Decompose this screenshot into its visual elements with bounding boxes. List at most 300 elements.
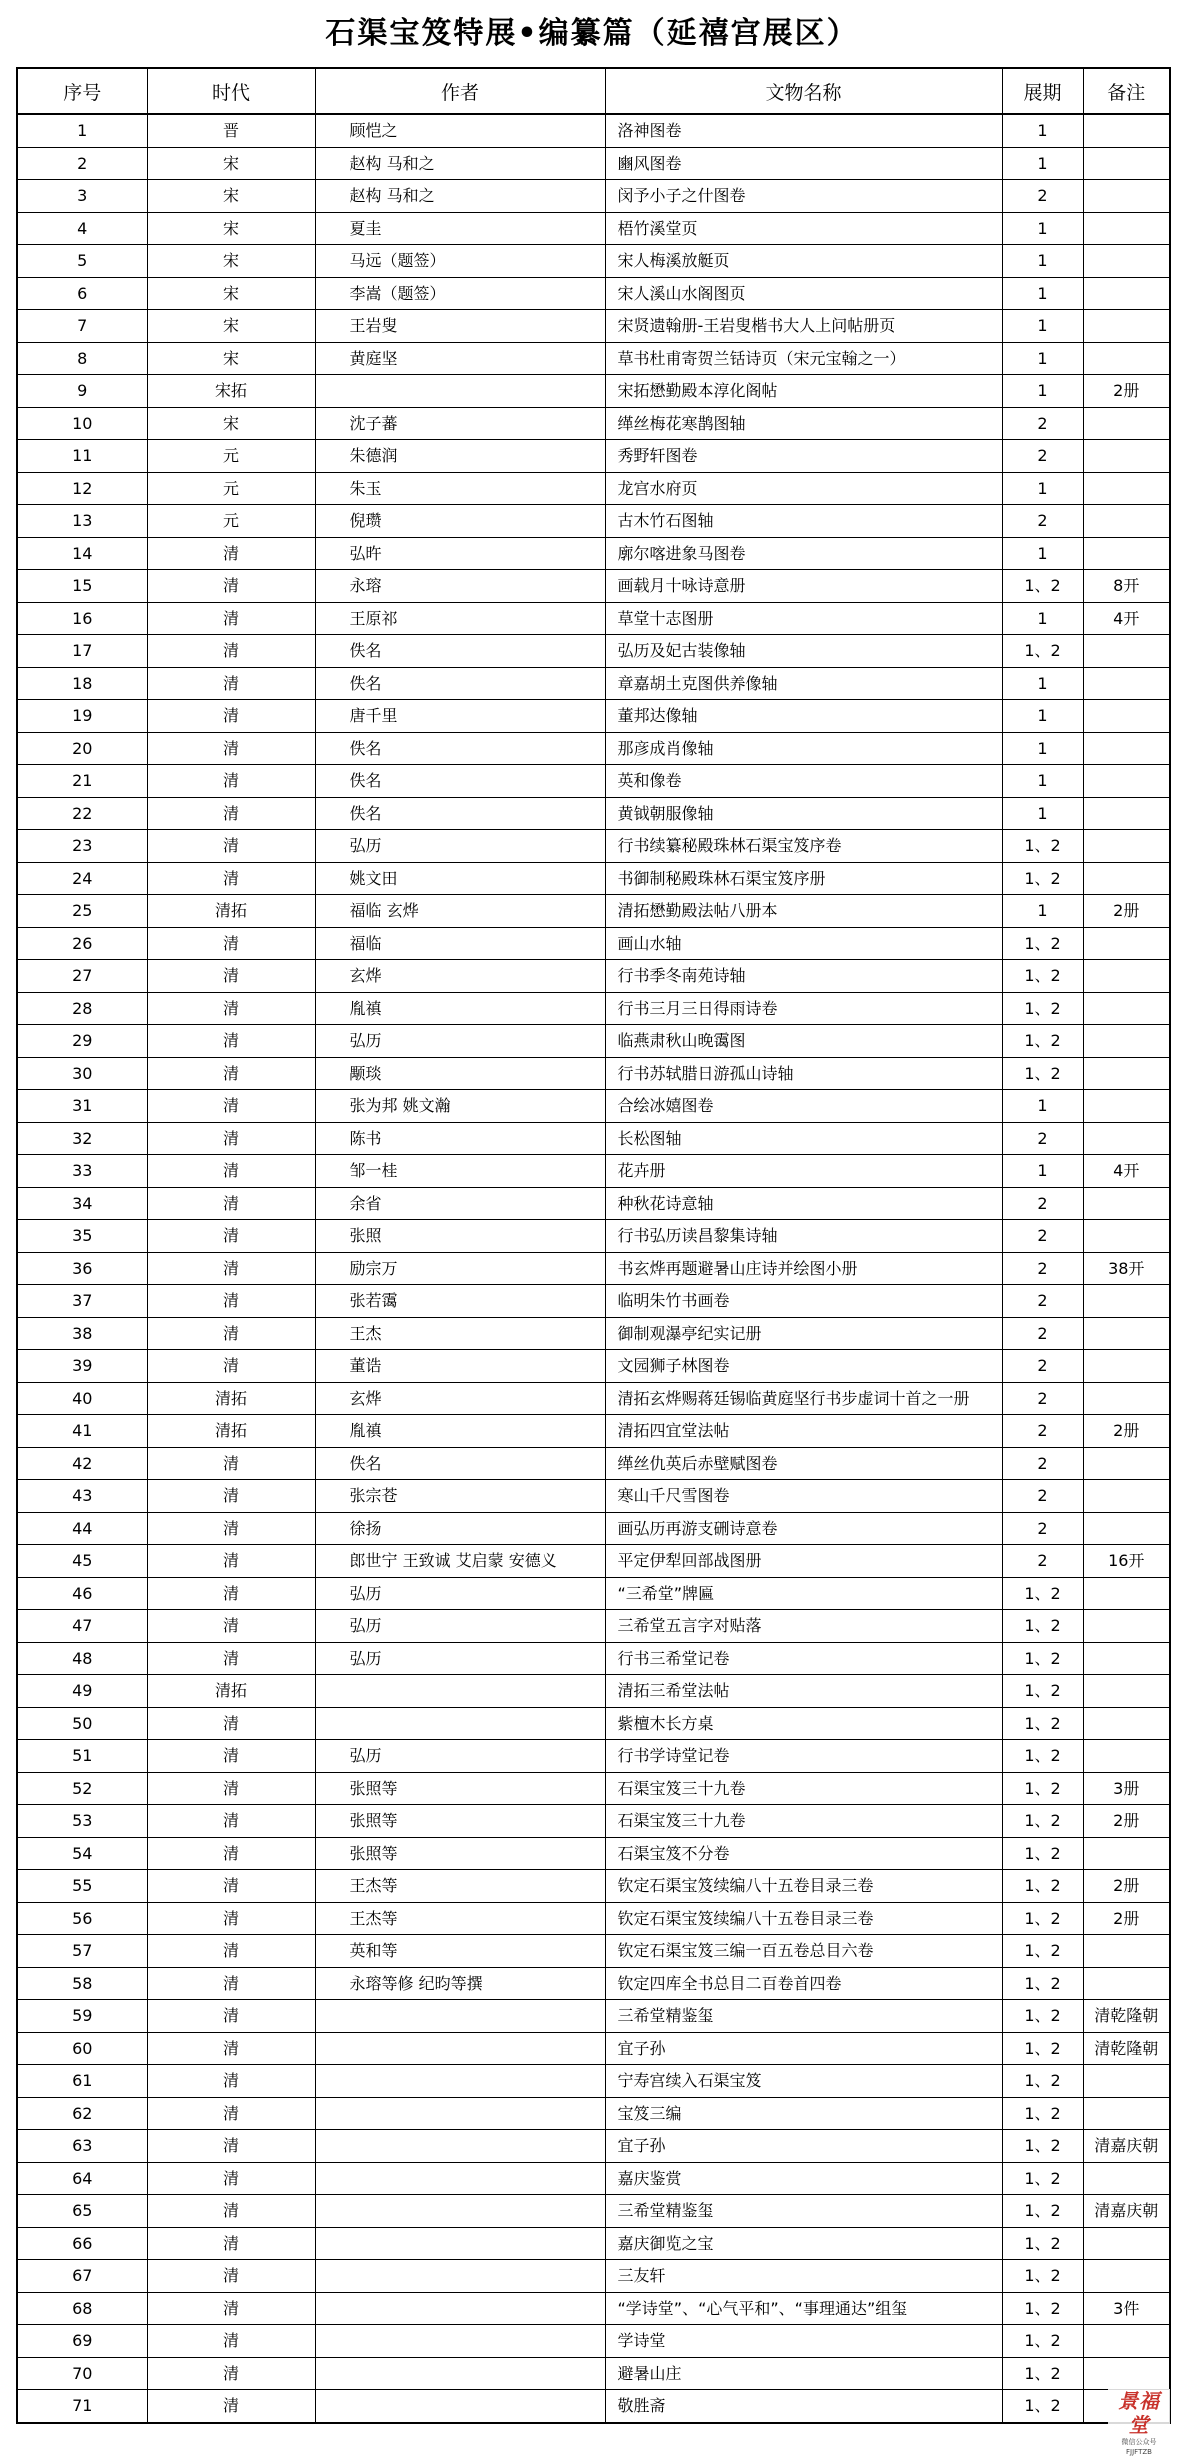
cell-no: 47 — [17, 1610, 147, 1643]
cell-period: 1、2 — [1002, 927, 1083, 960]
cell-author: 永瑢 — [315, 570, 605, 603]
cell-no: 14 — [17, 537, 147, 570]
cell-no: 29 — [17, 1025, 147, 1058]
cell-period: 2 — [1002, 1545, 1083, 1578]
cell-name: 三希堂精鉴玺 — [605, 2000, 1002, 2033]
table-row — [17, 2032, 1170, 2065]
cell-author: 朱德润 — [315, 440, 605, 473]
cell-author: 张为邦 姚文瀚 — [315, 1090, 605, 1123]
cell-author: 张照等 — [315, 1837, 605, 1870]
cell-era: 清 — [147, 667, 315, 700]
cell-period: 1、2 — [1002, 830, 1083, 863]
cell-name: 章嘉胡土克图供养像轴 — [605, 667, 1002, 700]
cell-name: 古木竹石图轴 — [605, 505, 1002, 538]
cell-no: 8 — [17, 342, 147, 375]
cell-no: 62 — [17, 2097, 147, 2130]
cell-note — [1083, 1967, 1170, 2000]
cell-author: 姚文田 — [315, 862, 605, 895]
cell-note: 2册 — [1083, 375, 1170, 408]
cell-note — [1083, 2227, 1170, 2260]
cell-note — [1083, 440, 1170, 473]
cell-era: 清 — [147, 700, 315, 733]
table-row — [17, 375, 1170, 408]
cell-note — [1083, 830, 1170, 863]
cell-note: 3件 — [1083, 2292, 1170, 2325]
table-row — [17, 1740, 1170, 1773]
cell-no: 44 — [17, 1512, 147, 1545]
cell-name: 清拓懋勤殿法帖八册本 — [605, 895, 1002, 928]
cell-author: 马远（题签） — [315, 245, 605, 278]
cell-author: 张宗苍 — [315, 1480, 605, 1513]
cell-name: 御制观瀑亭纪实记册 — [605, 1317, 1002, 1350]
cell-name: 画弘历再游支硎诗意卷 — [605, 1512, 1002, 1545]
table-row — [17, 862, 1170, 895]
cell-author: 张照等 — [315, 1805, 605, 1838]
cell-period: 1、2 — [1002, 1610, 1083, 1643]
table-row — [17, 310, 1170, 343]
cell-no: 2 — [17, 147, 147, 180]
cell-period: 2 — [1002, 505, 1083, 538]
cell-period: 1、2 — [1002, 1870, 1083, 1903]
cell-note: 8开 — [1083, 570, 1170, 603]
cell-era: 元 — [147, 440, 315, 473]
cell-author: 英和等 — [315, 1935, 605, 1968]
cell-author: 玄烨 — [315, 960, 605, 993]
cell-name: 行书季冬南苑诗轴 — [605, 960, 1002, 993]
cell-note — [1083, 472, 1170, 505]
cell-note: 38开 — [1083, 1252, 1170, 1285]
cell-note — [1083, 1642, 1170, 1675]
header-name: 文物名称 — [605, 68, 1002, 114]
cell-author: 陈书 — [315, 1122, 605, 1155]
cell-era: 宋 — [147, 407, 315, 440]
cell-author: 佚名 — [315, 1447, 605, 1480]
cell-note — [1083, 1447, 1170, 1480]
cell-period: 1、2 — [1002, 2227, 1083, 2260]
cell-note — [1083, 1935, 1170, 1968]
cell-era: 清 — [147, 830, 315, 863]
cell-no: 59 — [17, 2000, 147, 2033]
cell-name: 石渠宝笈三十九卷 — [605, 1805, 1002, 1838]
cell-name: 临燕肃秋山晚霭图 — [605, 1025, 1002, 1058]
cell-name: “三希堂”牌匾 — [605, 1577, 1002, 1610]
cell-name: 书玄烨再题避暑山庄诗并绘图小册 — [605, 1252, 1002, 1285]
cell-author: 张照 — [315, 1220, 605, 1253]
cell-period: 2 — [1002, 407, 1083, 440]
cell-name: 画载月十咏诗意册 — [605, 570, 1002, 603]
cell-era: 清拓 — [147, 1415, 315, 1448]
cell-note: 2册 — [1083, 895, 1170, 928]
cell-name: 避暑山庄 — [605, 2357, 1002, 2390]
cell-author: 黄庭坚 — [315, 342, 605, 375]
cell-era: 清 — [147, 1057, 315, 1090]
cell-era: 清 — [147, 537, 315, 570]
table-row — [17, 1805, 1170, 1838]
cell-no: 36 — [17, 1252, 147, 1285]
table-row — [17, 1057, 1170, 1090]
cell-period: 1、2 — [1002, 1967, 1083, 2000]
exhibit-table — [16, 67, 1171, 2424]
cell-era: 清 — [147, 1610, 315, 1643]
cell-note — [1083, 1577, 1170, 1610]
cell-author: 赵构 马和之 — [315, 180, 605, 213]
cell-author: 胤禛 — [315, 1415, 605, 1448]
cell-era: 清 — [147, 570, 315, 603]
cell-note — [1083, 1025, 1170, 1058]
table-row — [17, 1447, 1170, 1480]
cell-note: 清嘉庆朝 — [1083, 2130, 1170, 2163]
cell-period: 1、2 — [1002, 2195, 1083, 2228]
cell-period: 1 — [1002, 1090, 1083, 1123]
cell-era: 晋 — [147, 114, 315, 147]
cell-author: 郎世宁 王致诚 艾启蒙 安德义 — [315, 1545, 605, 1578]
cell-author: 佚名 — [315, 797, 605, 830]
table-row — [17, 667, 1170, 700]
table-row — [17, 2162, 1170, 2195]
cell-no: 3 — [17, 180, 147, 213]
cell-note — [1083, 1610, 1170, 1643]
table-row — [17, 1837, 1170, 1870]
cell-name: 寒山千尺雪图卷 — [605, 1480, 1002, 1513]
cell-no: 40 — [17, 1382, 147, 1415]
table-row — [17, 2357, 1170, 2390]
cell-era: 清 — [147, 1220, 315, 1253]
table-row — [17, 1480, 1170, 1513]
cell-no: 18 — [17, 667, 147, 700]
cell-period: 1、2 — [1002, 1772, 1083, 1805]
cell-period: 1、2 — [1002, 2065, 1083, 2098]
cell-period: 2 — [1002, 1480, 1083, 1513]
cell-author — [315, 2260, 605, 2293]
cell-name: 石渠宝笈不分卷 — [605, 1837, 1002, 1870]
cell-note — [1083, 1480, 1170, 1513]
cell-author: 福临 玄烨 — [315, 895, 605, 928]
cell-era: 清 — [147, 1870, 315, 1903]
header-no: 序号 — [17, 68, 147, 114]
cell-name: 清拓玄烨赐蒋廷锡临黄庭坚行书步虚词十首之一册 — [605, 1382, 1002, 1415]
table-row — [17, 342, 1170, 375]
table-row — [17, 960, 1170, 993]
cell-author: 朱玉 — [315, 472, 605, 505]
cell-period: 1、2 — [1002, 2130, 1083, 2163]
table-row — [17, 765, 1170, 798]
cell-name: 紫檀木长方桌 — [605, 1707, 1002, 1740]
cell-period: 2 — [1002, 1317, 1083, 1350]
cell-name: 缂丝梅花寒鹊图轴 — [605, 407, 1002, 440]
table-row — [17, 1317, 1170, 1350]
cell-name: 草书杜甫寄贺兰铦诗页（宋元宝翰之一） — [605, 342, 1002, 375]
cell-era: 清 — [147, 1577, 315, 1610]
cell-note — [1083, 1382, 1170, 1415]
cell-author: 王杰 — [315, 1317, 605, 1350]
page-title: 石渠宝笈特展•编纂篇（延禧宫展区） — [325, 16, 859, 51]
cell-author: 张若霭 — [315, 1285, 605, 1318]
table-row — [17, 1252, 1170, 1285]
cell-period: 2 — [1002, 440, 1083, 473]
cell-name: 清拓四宜堂法帖 — [605, 1415, 1002, 1448]
cell-author — [315, 2000, 605, 2033]
cell-period: 2 — [1002, 1350, 1083, 1383]
cell-author: 永瑢等修 纪昀等撰 — [315, 1967, 605, 2000]
cell-no: 12 — [17, 472, 147, 505]
cell-era: 清 — [147, 1740, 315, 1773]
cell-name: 行书弘历读昌黎集诗轴 — [605, 1220, 1002, 1253]
table-row — [17, 635, 1170, 668]
cell-name: 黄钺朝服像轴 — [605, 797, 1002, 830]
table-row — [17, 1187, 1170, 1220]
cell-author: 王杰等 — [315, 1902, 605, 1935]
cell-era: 宋 — [147, 342, 315, 375]
cell-author: 佚名 — [315, 765, 605, 798]
cell-author — [315, 2097, 605, 2130]
cell-note — [1083, 1317, 1170, 1350]
cell-author: 沈子蕃 — [315, 407, 605, 440]
cell-name: 三友轩 — [605, 2260, 1002, 2293]
cell-period: 1、2 — [1002, 1025, 1083, 1058]
cell-period: 1、2 — [1002, 1707, 1083, 1740]
cell-note — [1083, 1187, 1170, 1220]
cell-era: 清 — [147, 2000, 315, 2033]
cell-era: 清 — [147, 1187, 315, 1220]
cell-no: 9 — [17, 375, 147, 408]
cell-period: 1 — [1002, 895, 1083, 928]
cell-note: 清嘉庆朝 — [1083, 2195, 1170, 2228]
header-era: 时代 — [147, 68, 315, 114]
cell-era: 清 — [147, 2292, 315, 2325]
table-row — [17, 2000, 1170, 2033]
cell-author: 弘历 — [315, 1610, 605, 1643]
cell-period: 1、2 — [1002, 1805, 1083, 1838]
table-row — [17, 1577, 1170, 1610]
cell-note — [1083, 310, 1170, 343]
cell-author — [315, 2357, 605, 2390]
table-row — [17, 927, 1170, 960]
table-row — [17, 732, 1170, 765]
cell-note — [1083, 342, 1170, 375]
cell-author: 夏圭 — [315, 212, 605, 245]
cell-name: 临明朱竹书画卷 — [605, 1285, 1002, 1318]
cell-period: 1 — [1002, 147, 1083, 180]
cell-no: 7 — [17, 310, 147, 343]
cell-name: 宋拓懋勤殿本淳化阁帖 — [605, 375, 1002, 408]
cell-no: 42 — [17, 1447, 147, 1480]
cell-note — [1083, 2162, 1170, 2195]
cell-name: 书御制秘殿珠林石渠宝笈序册 — [605, 862, 1002, 895]
table-header-row — [17, 68, 1170, 114]
cell-period: 1 — [1002, 375, 1083, 408]
cell-no: 32 — [17, 1122, 147, 1155]
cell-name: 三希堂五言字对贴落 — [605, 1610, 1002, 1643]
cell-era: 清拓 — [147, 1675, 315, 1708]
cell-period: 1、2 — [1002, 1642, 1083, 1675]
cell-period: 1、2 — [1002, 1675, 1083, 1708]
cell-author: 弘历 — [315, 1025, 605, 1058]
table-row — [17, 797, 1170, 830]
cell-period: 1、2 — [1002, 2162, 1083, 2195]
cell-note: 4开 — [1083, 1155, 1170, 1188]
cell-era: 清 — [147, 635, 315, 668]
cell-author: 王原祁 — [315, 602, 605, 635]
cell-note — [1083, 862, 1170, 895]
cell-author: 邹一桂 — [315, 1155, 605, 1188]
table-row — [17, 1382, 1170, 1415]
cell-no: 28 — [17, 992, 147, 1025]
cell-note — [1083, 927, 1170, 960]
table-row — [17, 895, 1170, 928]
cell-name: 宋人梅溪放艇页 — [605, 245, 1002, 278]
cell-note — [1083, 1057, 1170, 1090]
cell-no: 19 — [17, 700, 147, 733]
table-row — [17, 2195, 1170, 2228]
cell-era: 清 — [147, 2162, 315, 2195]
cell-name: 敬胜斋 — [605, 2390, 1002, 2423]
cell-note: 4开 — [1083, 602, 1170, 635]
cell-era: 宋 — [147, 147, 315, 180]
cell-name: 三希堂精鉴玺 — [605, 2195, 1002, 2228]
table-row — [17, 2227, 1170, 2260]
table-row — [17, 2097, 1170, 2130]
cell-era: 清 — [147, 1317, 315, 1350]
cell-period: 2 — [1002, 1415, 1083, 1448]
cell-era: 清 — [147, 2195, 315, 2228]
cell-author — [315, 2065, 605, 2098]
table-row — [17, 2065, 1170, 2098]
cell-name: 廓尔喀进象马图卷 — [605, 537, 1002, 570]
cell-note — [1083, 1675, 1170, 1708]
table-row — [17, 1122, 1170, 1155]
cell-era: 清 — [147, 1642, 315, 1675]
cell-no: 61 — [17, 2065, 147, 2098]
cell-author: 福临 — [315, 927, 605, 960]
cell-author — [315, 2130, 605, 2163]
cell-era: 清 — [147, 2325, 315, 2358]
cell-era: 清 — [147, 1480, 315, 1513]
table-row — [17, 1772, 1170, 1805]
cell-no: 48 — [17, 1642, 147, 1675]
cell-no: 51 — [17, 1740, 147, 1773]
cell-name: 钦定四库全书总目二百卷首四卷 — [605, 1967, 1002, 2000]
cell-note: 16开 — [1083, 1545, 1170, 1578]
cell-name: 行书三月三日得雨诗卷 — [605, 992, 1002, 1025]
cell-no: 41 — [17, 1415, 147, 1448]
table-row — [17, 2390, 1170, 2423]
cell-no: 23 — [17, 830, 147, 863]
cell-author: 胤禛 — [315, 992, 605, 1025]
table-row — [17, 407, 1170, 440]
cell-note — [1083, 960, 1170, 993]
cell-era: 清 — [147, 1512, 315, 1545]
cell-author: 佚名 — [315, 635, 605, 668]
cell-era: 清 — [147, 765, 315, 798]
table-row — [17, 700, 1170, 733]
cell-author: 余省 — [315, 1187, 605, 1220]
cell-era: 清 — [147, 862, 315, 895]
cell-name: 平定伊犁回部战图册 — [605, 1545, 1002, 1578]
cell-era: 清 — [147, 2227, 315, 2260]
cell-era: 清 — [147, 1772, 315, 1805]
table-row — [17, 505, 1170, 538]
cell-name: 英和像卷 — [605, 765, 1002, 798]
cell-era: 清 — [147, 1902, 315, 1935]
cell-period: 2 — [1002, 1285, 1083, 1318]
header-note: 备注 — [1083, 68, 1170, 114]
cell-era: 清 — [147, 2130, 315, 2163]
cell-no: 64 — [17, 2162, 147, 2195]
table-row — [17, 1512, 1170, 1545]
cell-note — [1083, 537, 1170, 570]
cell-note — [1083, 147, 1170, 180]
cell-name: 行书学诗堂记卷 — [605, 1740, 1002, 1773]
cell-author: 弘历 — [315, 1740, 605, 1773]
cell-note — [1083, 2260, 1170, 2293]
seal-sub-text: 微信公众号 FJJFTZB — [1121, 2438, 1157, 2456]
cell-name: 梧竹溪堂页 — [605, 212, 1002, 245]
cell-note: 2册 — [1083, 1870, 1170, 1903]
cell-era: 清 — [147, 1090, 315, 1123]
cell-name: 弘历及妃古装像轴 — [605, 635, 1002, 668]
cell-name: 钦定石渠宝笈续编八十五卷目录三卷 — [605, 1902, 1002, 1935]
cell-period: 1 — [1002, 245, 1083, 278]
cell-note — [1083, 1740, 1170, 1773]
table-row — [17, 1642, 1170, 1675]
cell-no: 50 — [17, 1707, 147, 1740]
cell-no: 22 — [17, 797, 147, 830]
cell-author: 唐千里 — [315, 700, 605, 733]
cell-no: 54 — [17, 1837, 147, 1870]
cell-author — [315, 2390, 605, 2423]
cell-note — [1083, 1220, 1170, 1253]
cell-period: 1、2 — [1002, 2260, 1083, 2293]
cell-period: 1、2 — [1002, 992, 1083, 1025]
table-row — [17, 180, 1170, 213]
cell-author: 王杰等 — [315, 1870, 605, 1903]
cell-no: 46 — [17, 1577, 147, 1610]
cell-period: 1 — [1002, 472, 1083, 505]
cell-no: 65 — [17, 2195, 147, 2228]
table-row — [17, 1610, 1170, 1643]
cell-no: 6 — [17, 277, 147, 310]
cell-period: 1 — [1002, 537, 1083, 570]
cell-no: 31 — [17, 1090, 147, 1123]
cell-period: 1、2 — [1002, 1837, 1083, 1870]
cell-author — [315, 375, 605, 408]
cell-name: 画山水轴 — [605, 927, 1002, 960]
cell-period: 1、2 — [1002, 862, 1083, 895]
cell-note — [1083, 797, 1170, 830]
cell-period: 1 — [1002, 667, 1083, 700]
cell-period: 1、2 — [1002, 2032, 1083, 2065]
cell-note — [1083, 1122, 1170, 1155]
cell-era: 清 — [147, 992, 315, 1025]
table-row — [17, 1415, 1170, 1448]
cell-author — [315, 2325, 605, 2358]
cell-era: 清拓 — [147, 895, 315, 928]
cell-period: 1 — [1002, 342, 1083, 375]
table-row — [17, 147, 1170, 180]
cell-no: 68 — [17, 2292, 147, 2325]
logo-seal — [1108, 2389, 1170, 2456]
cell-name: 合绘冰嬉图卷 — [605, 1090, 1002, 1123]
cell-period: 1 — [1002, 700, 1083, 733]
cell-period: 2 — [1002, 1252, 1083, 1285]
cell-author: 颙琰 — [315, 1057, 605, 1090]
cell-note — [1083, 212, 1170, 245]
cell-no: 52 — [17, 1772, 147, 1805]
cell-name: 长松图轴 — [605, 1122, 1002, 1155]
table-row — [17, 1025, 1170, 1058]
table-row — [17, 570, 1170, 603]
cell-era: 清拓 — [147, 1382, 315, 1415]
